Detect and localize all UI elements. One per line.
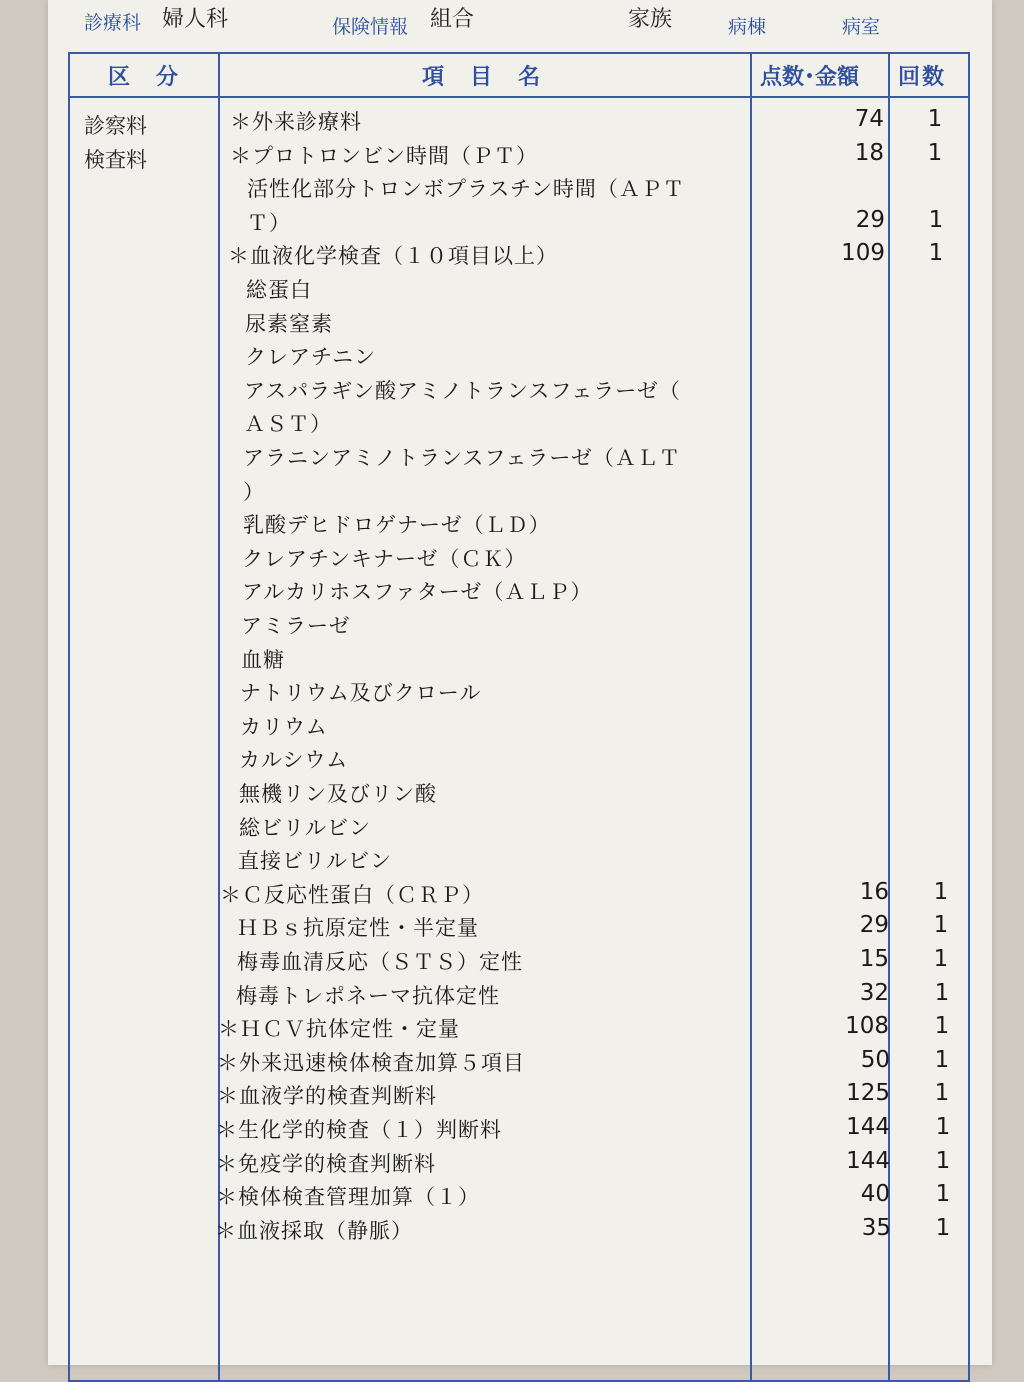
item-name: 直接ビリルビン — [238, 849, 392, 874]
item-count: 1 — [935, 1147, 951, 1174]
item-points: 144 — [846, 1147, 890, 1174]
item-points: 15 — [859, 946, 889, 972]
item-name: 血糖 — [241, 647, 285, 672]
col-count-header: 回数 — [898, 65, 947, 90]
table-row — [0, 1148, 1024, 1181]
item-name: ＊生化学的検査（１）判断料 — [216, 1118, 502, 1142]
item-name: ＊外来迅速検体検査加算５項目 — [217, 1050, 525, 1075]
table-row — [0, 711, 1024, 744]
family-value: 家族 — [628, 7, 673, 32]
item-count: 1 — [927, 139, 943, 166]
item-points: 32 — [859, 979, 889, 1006]
item-count: 1 — [935, 1181, 951, 1208]
col-category-header: 区 分 — [108, 65, 181, 90]
item-name: アラニンアミノトランスフェラーゼ（ＡＬＴ — [243, 446, 681, 470]
item-name: ＊血液化学検査（１０項目以上） — [228, 244, 558, 269]
col-item-header: 項 目 名 — [422, 65, 543, 90]
item-count: 1 — [935, 1214, 951, 1241]
item-name: 無機リン及びリン酸 — [239, 782, 437, 806]
item-count: 1 — [928, 206, 944, 233]
item-name: ＊プロトロンビン時間（ＰＴ） — [230, 143, 538, 168]
item-points: 29 — [859, 912, 889, 939]
item-name: 総蛋白 — [246, 278, 312, 302]
item-points: 35 — [861, 1214, 891, 1241]
item-name: アルカリホスファターゼ（ＡＬＰ） — [242, 580, 593, 605]
table-row — [0, 1080, 1024, 1113]
item-name: ナトリウム及びクロール — [240, 681, 482, 706]
item-name: 乳酸デヒドロゲナーゼ（ＬＤ） — [243, 513, 551, 538]
table-row — [0, 106, 1024, 139]
table-row — [0, 576, 1024, 609]
item-points: 74 — [854, 106, 884, 132]
item-points: 16 — [859, 878, 889, 905]
table-row — [0, 274, 1024, 307]
item-name: 活性化部分トロンボプラスチン時間（ＡＰＴ — [247, 177, 685, 202]
item-name: 梅毒血清反応（ＳＴＳ）定性 — [237, 950, 523, 974]
table-row — [0, 677, 1024, 710]
insurance-value: 組合 — [430, 7, 475, 32]
item-name: ＊ＨＣＶ抗体定性・定量 — [218, 1017, 460, 1042]
ward-label: 病棟 — [728, 16, 767, 38]
table-row — [0, 1215, 1024, 1248]
item-count: 1 — [933, 946, 949, 972]
item-count: 1 — [928, 240, 944, 267]
table-row — [0, 912, 1024, 945]
table-row — [0, 610, 1024, 643]
item-name: 梅毒トレポネーマ抗体定性 — [236, 983, 500, 1008]
table-row — [0, 207, 1024, 240]
table-row — [0, 980, 1024, 1013]
table-row — [0, 879, 1024, 912]
item-count: 1 — [934, 1046, 950, 1073]
room-label: 病室 — [842, 16, 881, 38]
col-points-header: 点数･金額 — [760, 65, 860, 90]
item-name: 総ビリルビン — [239, 815, 371, 840]
item-points: 125 — [846, 1080, 890, 1107]
item-points: 50 — [860, 1046, 890, 1073]
item-count: 1 — [934, 1080, 950, 1107]
item-points: 29 — [855, 206, 885, 233]
table-row — [0, 1013, 1024, 1046]
item-name: ＊検体検査管理加算（１） — [216, 1185, 480, 1210]
table-row — [0, 543, 1024, 576]
table-row — [0, 140, 1024, 173]
item-name: 尿素窒素 — [245, 311, 333, 336]
item-name: カリウム — [240, 714, 328, 739]
dept-value: 婦人科 — [162, 7, 229, 32]
item-points: 18 — [854, 139, 884, 166]
table-row — [0, 408, 1024, 441]
table-row — [0, 1047, 1024, 1080]
table-row — [0, 240, 1024, 273]
item-count: 1 — [933, 878, 949, 905]
item-points: 109 — [841, 240, 885, 267]
header-divider — [70, 96, 968, 98]
item-count: 1 — [933, 912, 949, 939]
table-row — [0, 744, 1024, 777]
category-examination: 検査料 — [84, 148, 147, 172]
item-count: 1 — [935, 1114, 951, 1140]
insurance-label: 保険情報 — [332, 16, 409, 38]
item-points: 144 — [846, 1114, 890, 1140]
item-name: ＊外来診療料 — [230, 110, 362, 134]
table-row — [0, 845, 1024, 878]
item-name: アミラーゼ — [241, 614, 351, 638]
table-row — [0, 308, 1024, 341]
table-row — [0, 778, 1024, 811]
item-name: Ｔ） — [247, 210, 291, 235]
item-points: 108 — [845, 1013, 889, 1040]
item-name: ＊Ｃ反応性蛋白（ＣＲＰ） — [220, 882, 484, 907]
item-name: ＊血液学的検査判断料 — [217, 1084, 437, 1109]
item-name: ＡＳＴ） — [244, 412, 332, 437]
item-count: 1 — [934, 979, 950, 1006]
category-consultation: 診察料 — [84, 114, 147, 138]
table-row — [0, 946, 1024, 979]
item-points: 40 — [860, 1181, 890, 1208]
table-row — [0, 509, 1024, 542]
table-row — [0, 442, 1024, 475]
item-name: ＨＢｓ抗原定性・半定量 — [237, 916, 479, 941]
item-name: クレアチンキナーゼ（ＣＫ） — [242, 546, 527, 571]
table-row — [0, 1181, 1024, 1214]
item-name: クレアチニン — [245, 345, 377, 370]
table-row — [0, 375, 1024, 408]
table-row — [0, 341, 1024, 374]
item-name: ＊免疫学的検査判断料 — [216, 1151, 436, 1176]
item-name: ） — [243, 479, 265, 504]
table-row — [0, 812, 1024, 845]
item-name: ＊血液採取（静脈） — [215, 1218, 413, 1243]
table-row — [0, 644, 1024, 677]
item-name: アスパラギン酸アミノトランスフェラーゼ（ — [244, 378, 681, 403]
item-count: 1 — [934, 1013, 950, 1040]
table-row — [0, 173, 1024, 206]
table-row — [0, 1114, 1024, 1147]
item-count: 1 — [927, 106, 943, 132]
table-row — [0, 476, 1024, 509]
dept-label: 診療科 — [84, 12, 142, 34]
item-name: カルシウム — [239, 748, 349, 773]
